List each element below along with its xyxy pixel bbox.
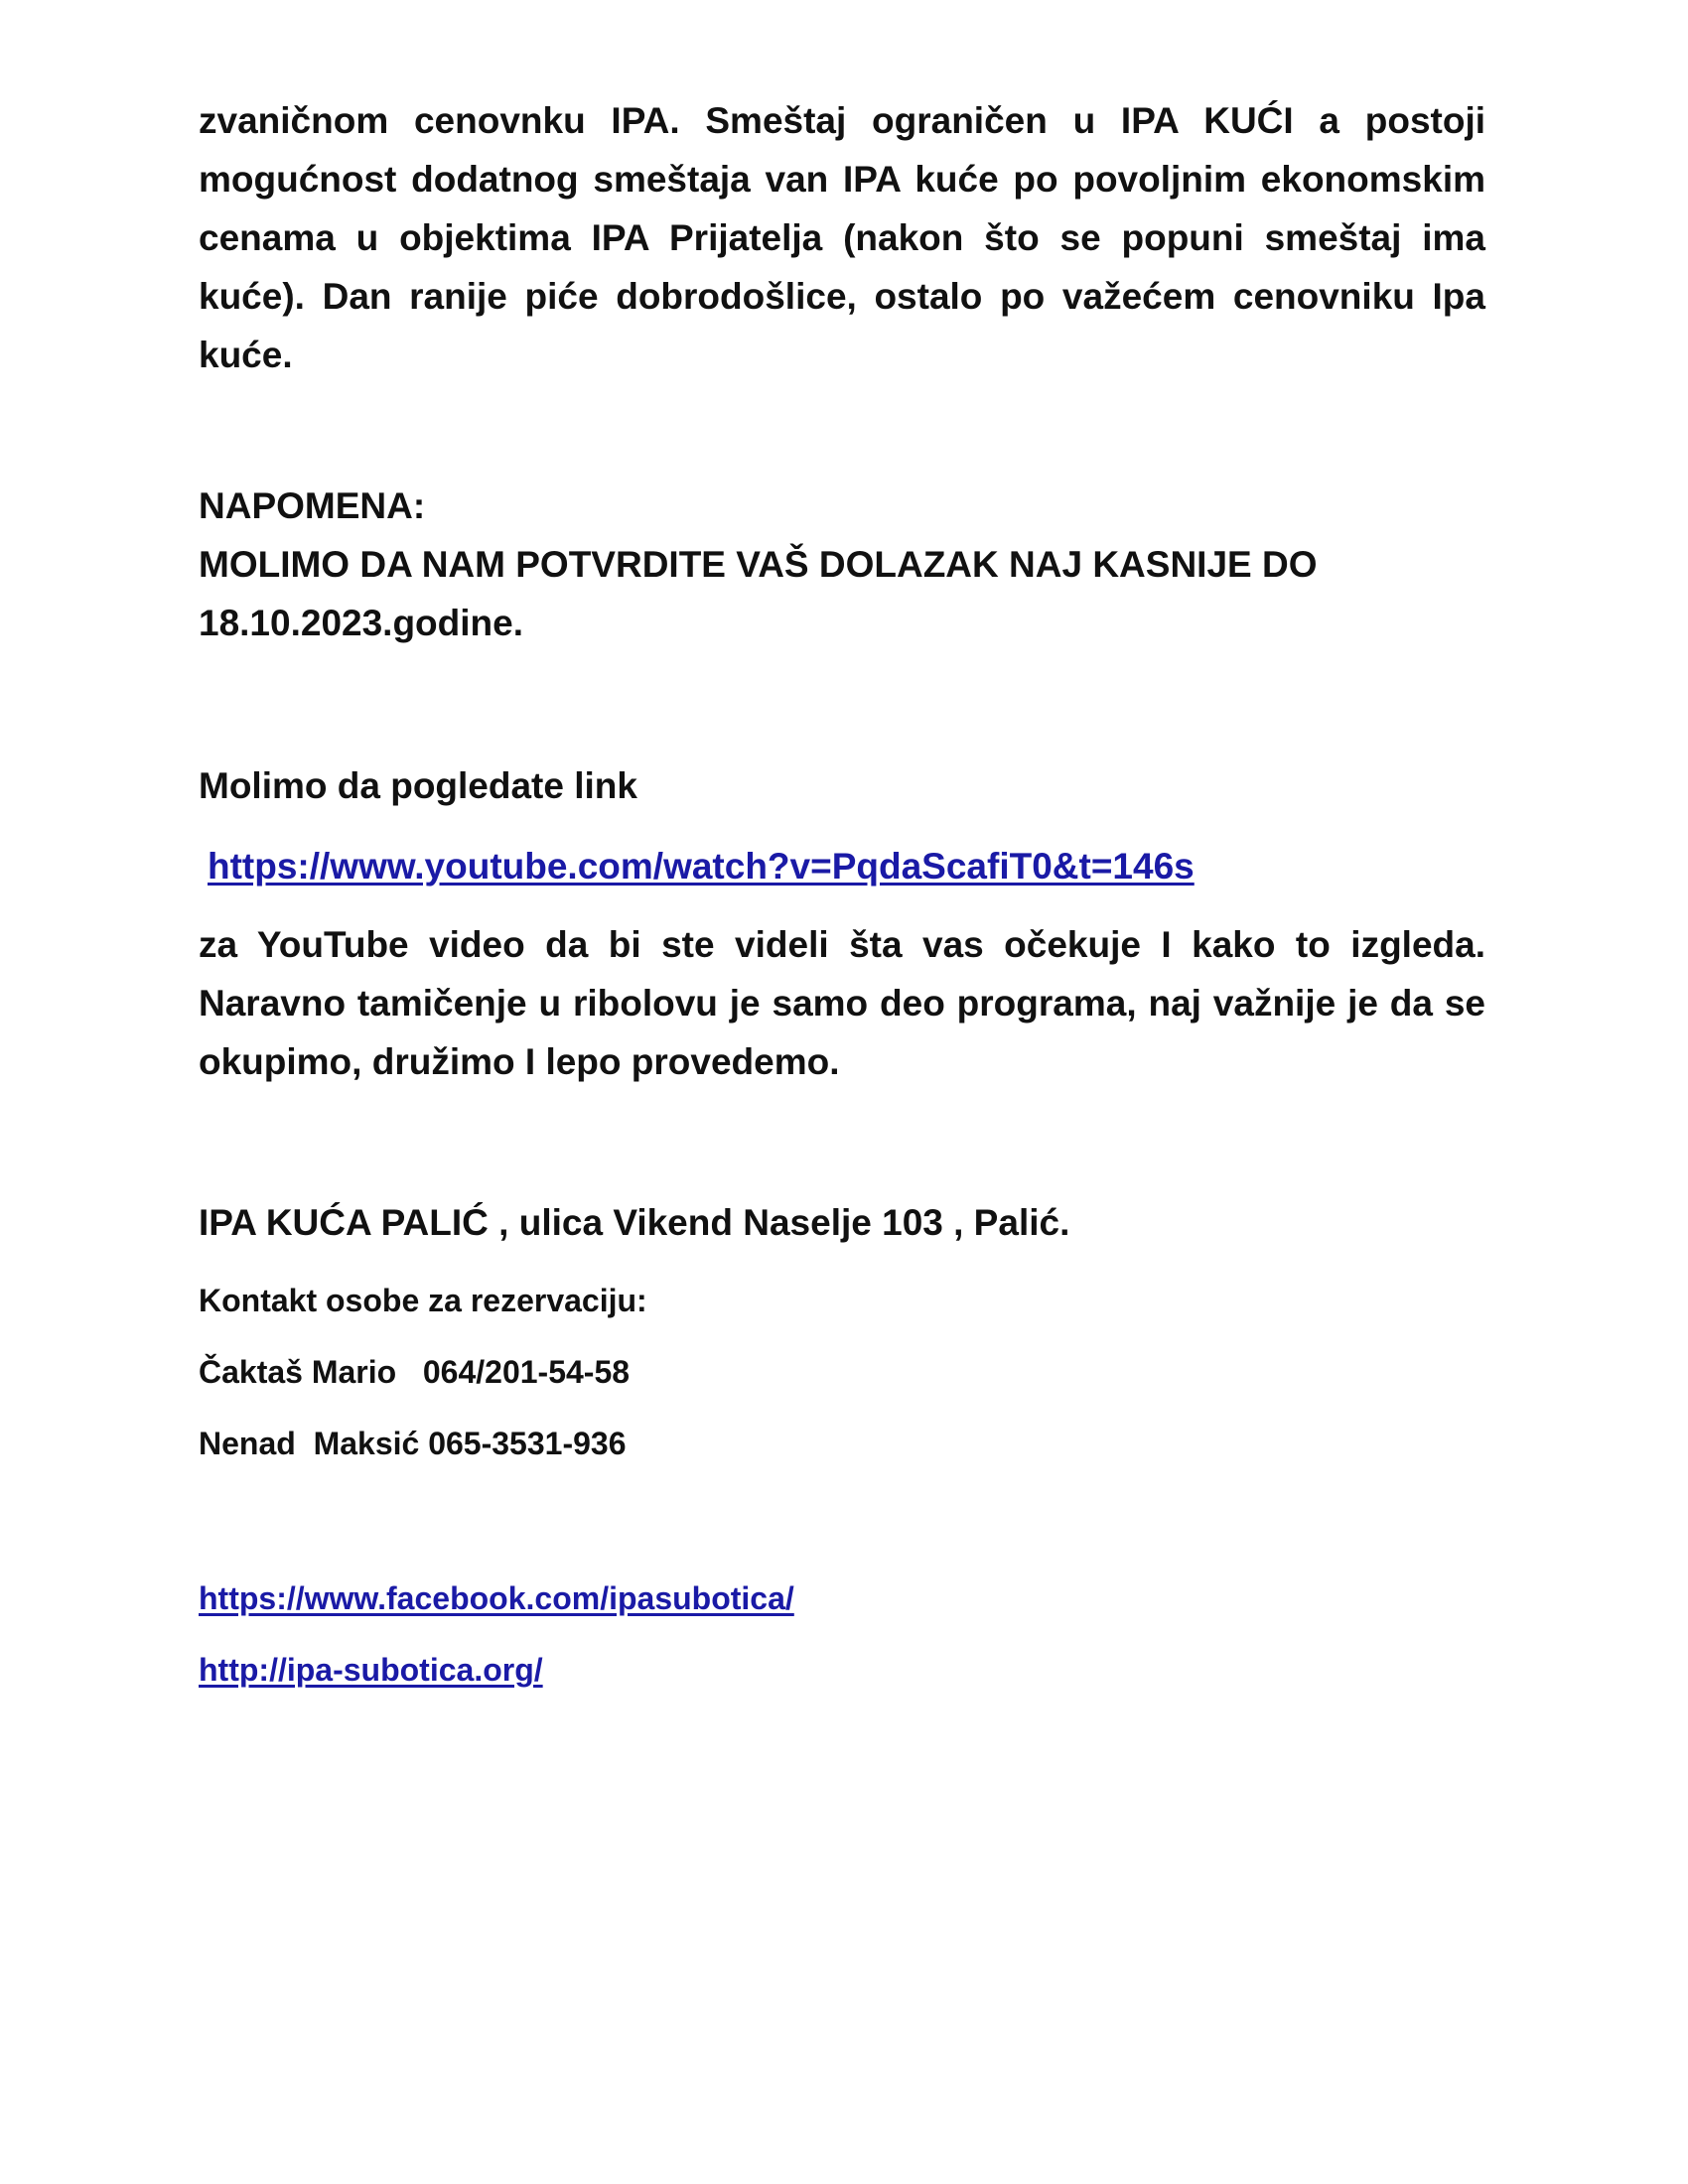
facebook-link[interactable]: https://www.facebook.com/ipasubotica/ — [199, 1580, 794, 1616]
contact-phone: 065-3531-936 — [428, 1426, 627, 1461]
note-line-2: 18.10.2023.godine. — [199, 603, 524, 643]
video-paragraph: za YouTube video da bi ste videli šta vas očekuje I kako to izgleda. Naravno tamičenje u ribolovu je samo deo programa, naj važnije je da se okupimo, družimo I lepo provedemo. — [199, 924, 1485, 1082]
intro-paragraph: zvaničnom cenovnku IPA. Smeštaj ograničen u IPA KUĆI a postoji mogućnost dodatnog smeštaja van IPA kuće po povoljnim ekonomskim cenama u objektima IPA Prijatelja (nakon što se popuni smeštaj ima kuće). Dan ranije piće dobrodošlice, ostalo po važećem cenovniku Ipa kuće. — [199, 100, 1485, 375]
youtube-link-row — [208, 837, 1494, 895]
contacts-heading: Kontakt osobe za rezervaciju: — [199, 1283, 647, 1318]
contact-phone: 064/201-54-58 — [422, 1354, 631, 1390]
contact-person — [199, 1424, 1485, 1463]
video-intro: Molimo da pogledate link — [199, 765, 637, 806]
note-section — [199, 477, 1485, 652]
video-section — [199, 756, 1485, 815]
contact-row-1 — [199, 1352, 1485, 1392]
note-line-1: MOLIMO DA NAM POTVRDITE VAŠ DOLAZAK NAJ KASNIJE DO — [199, 544, 1318, 585]
address-section — [199, 1193, 1485, 1252]
contact-row-2 — [199, 1424, 1485, 1463]
contacts-section — [199, 1281, 1485, 1320]
address-line: IPA KUĆA PALIĆ , ulica Vikend Naselje 103 , Palić. — [199, 1202, 1070, 1243]
website-link[interactable]: http://ipa-subotica.org/ — [199, 1652, 543, 1688]
video-description — [199, 915, 1485, 1091]
youtube-link[interactable]: https://www.youtube.com/watch?v=PqdaScafiT0&t=146s — [208, 846, 1195, 887]
contact-name: Nenad Maksić — [199, 1426, 420, 1461]
note-heading: NAPOMENA: — [199, 485, 426, 526]
contact-person — [199, 1352, 1485, 1392]
intro-section — [199, 91, 1485, 384]
links-section — [199, 1578, 1485, 1618]
website-link-row — [199, 1650, 1485, 1690]
contact-name: Čaktaš Mario — [199, 1354, 397, 1390]
